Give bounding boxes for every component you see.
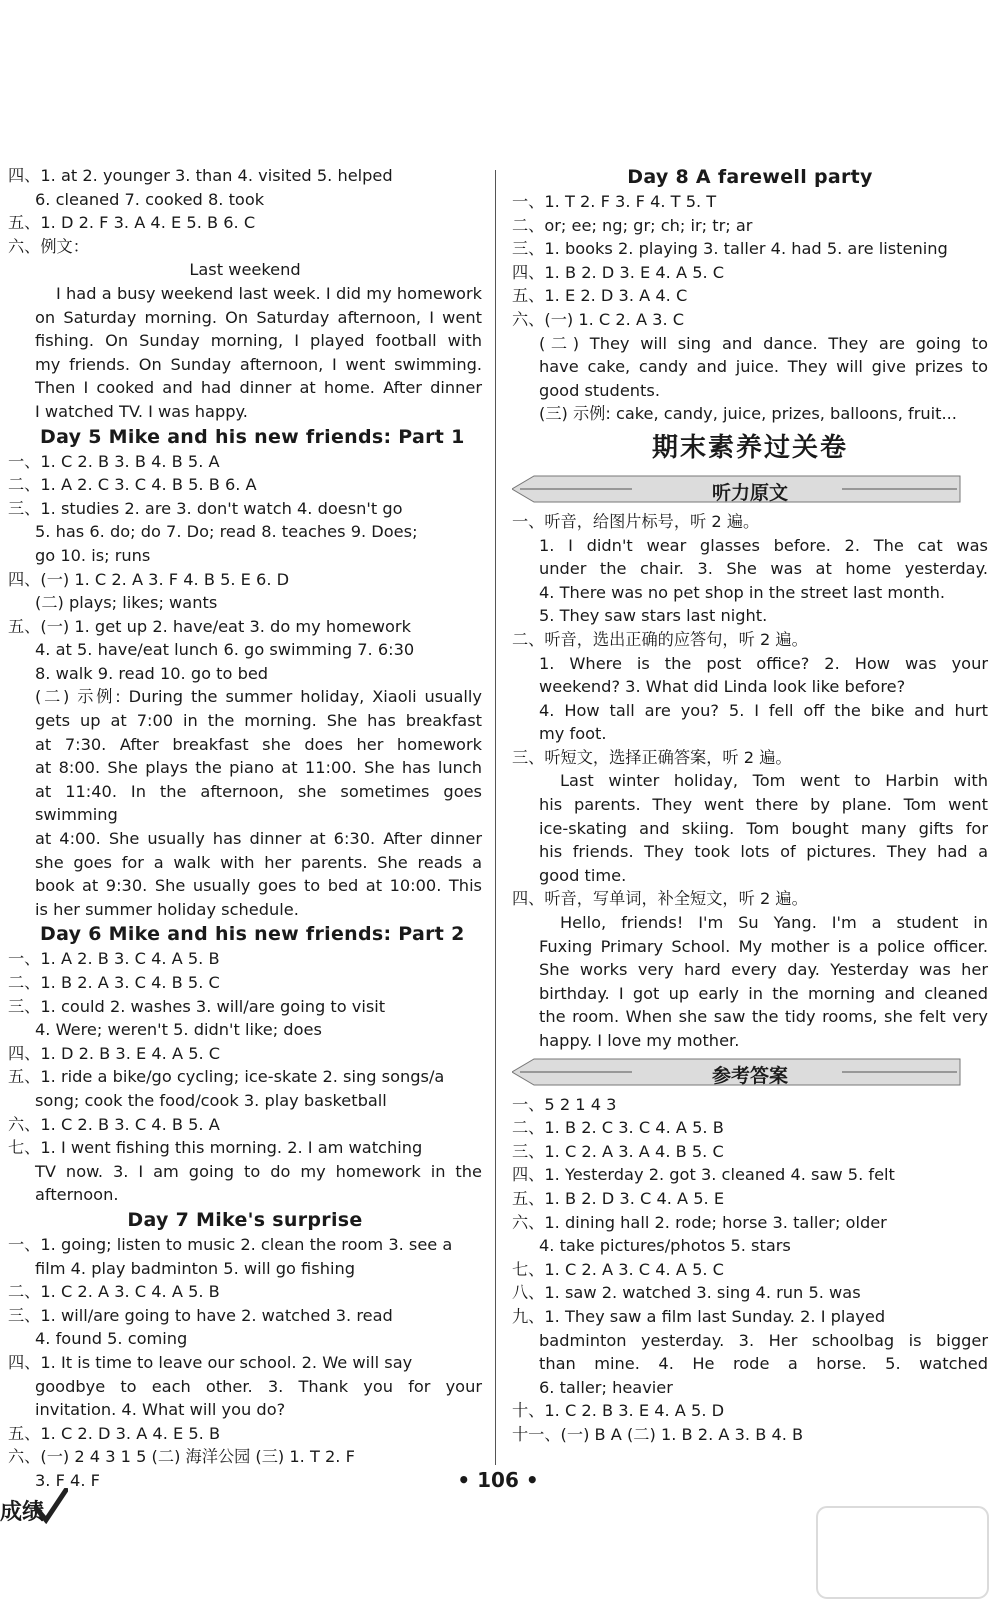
answer-line: at 4:00. She usually has dinner at 6:30. After dinner [35, 829, 482, 849]
answer-line: 九、1. They saw a film last Sunday. 2. I played [512, 1306, 886, 1326]
answer-line: 五、(一) 1. get up 2. have/eat 3. do my homework [8, 616, 411, 636]
answer-line: his parents. They went there by plane. Tom went [539, 795, 988, 815]
day8-section [512, 164, 988, 426]
answer-line: 四、(一) 1. C 2. A 3. F 4. B 5. E 6. D [8, 569, 290, 589]
answer-line: 十、1. C 2. B 3. E 4. A 5. D [512, 1401, 725, 1421]
answer-line: I had a busy weekend last week. I did my homework [56, 283, 482, 303]
answer-line: (二) plays; likes; wants [35, 593, 218, 613]
answer-line: 4. Were; weren't 5. didn't like; does [35, 1020, 322, 1040]
answer-line: afternoon. [35, 1185, 119, 1205]
answer-line: weekend? 3. What did Linda look like before? [539, 677, 906, 697]
answer-line: my foot. [539, 724, 607, 744]
answer-line: 五、1. B 2. D 3. C 4. A 5. E [512, 1188, 725, 1208]
answer-line: 六、(一) 2 4 3 1 5 (二) 海洋公园 (三) 1. T 2. F [8, 1447, 355, 1467]
answer-line: book at 9:30. She usually goes to bed at 10:00. This [35, 876, 482, 896]
answer-line: film 4. play badminton 5. will go fishing [35, 1258, 355, 1278]
answer-line: 3. F 4. F [35, 1470, 100, 1490]
answer-line: 1. I didn't wear glasses before. 2. The cat was [539, 535, 988, 555]
answer-line: 七、1. C 2. A 3. C 4. A 5. C [512, 1259, 724, 1279]
answer-line: 四、1. B 2. D 3. E 4. A 5. C [512, 262, 725, 282]
answer-line: birthday. I got up early in the morning and cleaned [539, 983, 988, 1003]
watermark-logo [815, 1505, 990, 1600]
answers-banner-label: 参考答案 [711, 1064, 788, 1087]
answer-line: 三、1. could 2. washes 3. will/are going to visit [8, 996, 386, 1016]
answer-line: 二、1. B 2. A 3. C 4. B 5. C [8, 973, 220, 992]
answer-line: (三) 示例: cake, candy, juice, prizes, balloons, fruit... [539, 404, 957, 424]
answer-line: 一、1. T 2. F 3. F 4. T 5. T [512, 192, 717, 211]
answer-line: 八、1. saw 2. watched 3. sing 4. run 5. was [512, 1283, 861, 1303]
answer-line: Last winter holiday, Tom went to Harbin with [560, 771, 988, 791]
answer-line: I watched TV. I was happy. [35, 401, 248, 421]
answer-line: at 11:40. In the afternoon, she sometimes goes swimming [35, 781, 482, 825]
section-heading: Day 8 A farewell party [627, 166, 873, 188]
answer-line: 4. found 5. coming [35, 1329, 188, 1349]
checkmark-icon [34, 1488, 68, 1524]
answer-line: (二) They will sing and dance. They are going to [539, 333, 988, 353]
answer-line: 四、1. It is time to leave our school. 2. We will say [8, 1352, 413, 1372]
answer-line: ice-skating and skiing. Tom bought many gifts for [539, 818, 988, 838]
page-number: • 106 • [457, 1468, 539, 1492]
answer-line: 十一、(一) B A (二) 1. B 2. A 3. B 4. B [512, 1424, 804, 1444]
answer-line: 三、1. will/are going to have 2. watched 3. read [8, 1305, 393, 1325]
answer-line: 二、1. C 2. A 3. C 4. A 5. B [8, 1282, 220, 1302]
answer-line: 4. at 5. have/eat lunch 6. go swimming 7. 6:30 [35, 640, 415, 660]
answer-line: the room. When she saw the tidy rooms, she felt very [539, 1007, 988, 1027]
watermark-shape [815, 1505, 990, 1600]
answer-line: 5. has 6. do; do 7. Do; read 8. teaches 9. Does; [35, 522, 418, 542]
answer-line: than mine. 4. He rode a horse. 5. watched [539, 1354, 988, 1374]
answer-line: at 8:00. She plays the piano at 11:00. She has lunch [35, 758, 482, 778]
answer-line: is her summer holiday schedule. [35, 899, 299, 919]
answer-line: TV now. 3. I am going to do my homework in the [35, 1161, 482, 1181]
answer-line: go 10. is; runs [35, 545, 151, 565]
answer-line: 六、例文： [8, 236, 89, 256]
section-heading: Day 5 Mike and his new friends: Part 1 [40, 425, 465, 448]
answer-line: 一、听音，给图片标号，听 2 遍。 [512, 511, 760, 531]
answer-line: 三、1. books 2. playing 3. taller 4. had 5. are listening [512, 239, 948, 259]
answer-line: 4. How tall are you? 5. I fell off the bike and hurt [539, 700, 988, 720]
answers-section [512, 1093, 988, 1447]
answer-line: 二、1. B 2. C 3. C 4. A 5. B [512, 1118, 724, 1138]
answer-line: good students. [539, 380, 660, 400]
answer-line: his friends. They took lots of pictures. They had a [539, 842, 988, 862]
answer-line: at 7:30. After breakfast she does her homework [35, 734, 482, 754]
answer-line: she goes for a walk with her parents. She reads a [35, 852, 482, 872]
answer-line: 4. There was no pet shop in the street last month. [539, 582, 946, 602]
section-heading: Day 7 Mike's surprise [127, 1208, 363, 1231]
answer-line: 四、1. D 2. B 3. E 4. A 5. C [8, 1043, 221, 1063]
answer-line: 二、1. A 2. C 3. C 4. B 5. B 6. A [8, 475, 257, 495]
footer-logo-text: 成绩 [0, 1500, 45, 1525]
answer-line: She works very hard every day. Yesterday was her [539, 960, 988, 980]
answer-line: good time. [539, 865, 627, 885]
answer-line: under the chair. 3. She was at home yesterday. [539, 559, 988, 579]
column-divider [495, 170, 496, 1465]
answer-line: happy. I love my mother. [539, 1031, 740, 1050]
answer-line: 二、听音，选出正确的应答句，听 2 遍。 [512, 629, 808, 649]
answer-line: 4. take pictures/photos 5. stars [539, 1236, 791, 1256]
answer-line: 6. taller; heavier [539, 1377, 673, 1397]
answer-line: have cake, candy and juice. They will give prizes to [539, 357, 988, 377]
answer-line: Hello, friends! I'm Su Yang. I'm a student in [560, 913, 988, 933]
answer-line: badminton yesterday. 3. Her schoolbag is bigger [539, 1330, 988, 1350]
answer-line: 三、1. studies 2. are 3. don't watch 4. doesn't go [8, 498, 403, 518]
answer-line: 四、1. Yesterday 2. got 3. cleaned 4. saw 5. felt [512, 1165, 895, 1185]
answer-line: 五、1. D 2. F 3. A 4. E 5. B 6. C [8, 213, 256, 233]
answer-line: 二、or; ee; ng; gr; ch; ir; tr; ar [512, 215, 753, 235]
answer-line: goodbye to each other. 3. Thank you for your [35, 1376, 482, 1396]
essay-title: Last weekend [189, 260, 301, 280]
listening-banner [512, 472, 988, 506]
answer-line: fishing. On Sunday morning, I played football with [35, 331, 482, 351]
answer-line: (二) 示例: During the summer holiday, Xiaoli usually [35, 687, 482, 707]
section-heading: Day 6 Mike and his new friends: Part 2 [40, 923, 465, 946]
answer-line: gets up at 7:00 in the morning. She has breakfast [35, 711, 482, 731]
answer-line: song; cook the food/cook 3. play basketball [35, 1090, 387, 1110]
answer-line: 一、5 2 1 4 3 [512, 1094, 617, 1114]
answers-banner [512, 1055, 988, 1089]
answer-line: 一、1. C 2. B 3. B 4. B 5. A [8, 451, 220, 471]
answer-line: 三、听短文，选择正确答案，听 2 遍。 [512, 747, 792, 767]
answer-line: 五、1. ride a bike/go cycling; ice-skate 2. sing songs/a [8, 1067, 445, 1087]
answer-line: 一、1. going; listen to music 2. clean the room 3. see a [8, 1234, 453, 1254]
answer-line: 6. cleaned 7. cooked 8. took [35, 189, 265, 209]
answer-line: 五、1. E 2. D 3. A 4. C [512, 286, 688, 306]
answer-line: 8. walk 9. read 10. go to bed [35, 663, 269, 683]
answer-line: 1. Where is the post office? 2. How was your [539, 653, 988, 673]
answer-line: 六、1. C 2. B 3. C 4. B 5. A [8, 1114, 220, 1134]
answer-line: 一、1. A 2. B 3. C 4. A 5. B [8, 949, 220, 969]
listening-banner-label: 听力原文 [711, 481, 788, 504]
answer-line: 四、1. at 2. younger 3. than 4. visited 5. helped [8, 166, 393, 185]
answer-line: my friends. On Sunday afternoon, I went swimming. [35, 354, 482, 374]
answer-line: on Saturday morning. On Saturday afternoon, I went [35, 307, 482, 327]
right-column [512, 164, 988, 1447]
answer-line: 五、1. C 2. D 3. A 4. E 5. B [8, 1423, 221, 1443]
left-column [8, 164, 482, 1492]
answer-line: 四、听音，写单词，补全短文，听 2 遍。 [512, 889, 808, 909]
answer-line: 七、1. I went fishing this morning. 2. I am watching [8, 1138, 423, 1158]
answer-line: 三、1. C 2. A 3. A 4. B 5. C [512, 1141, 724, 1161]
answer-line: Then I cooked and had dinner at home. After dinner [35, 378, 482, 398]
listening-text-section [512, 510, 988, 1053]
exam-title: 期末素养过关卷 [651, 432, 848, 463]
answer-line: invitation. 4. What will you do? [35, 1400, 286, 1420]
answer-line: Fuxing Primary School. My mother is a police officer. [539, 936, 988, 956]
answer-line: 六、1. dining hall 2. rode; horse 3. taller; older [512, 1212, 887, 1232]
answer-line: 六、(一) 1. C 2. A 3. C [512, 309, 685, 329]
answer-line: 5. They saw stars last night. [539, 606, 768, 626]
